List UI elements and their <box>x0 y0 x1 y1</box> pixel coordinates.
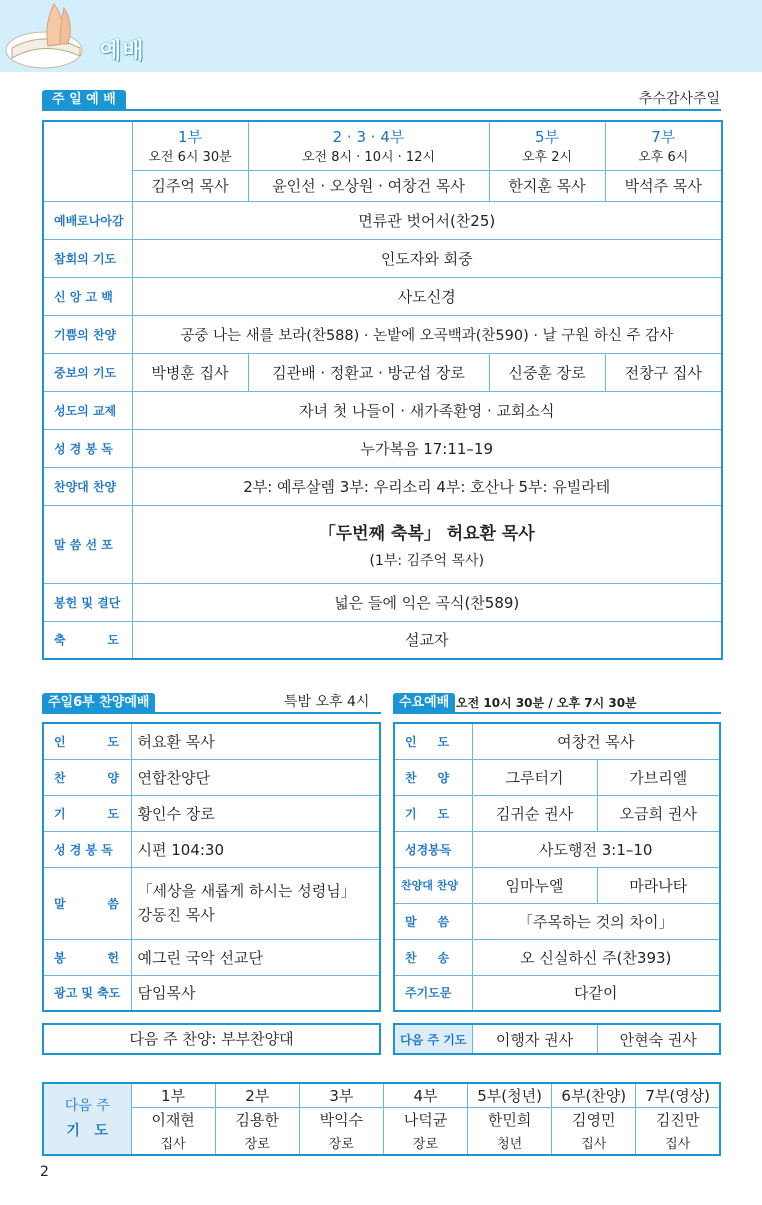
service-name: 7부 <box>651 127 676 146</box>
service-time: 오전 8시 · 10시 · 12시 <box>301 150 436 165</box>
role-cell: 장로 <box>215 1131 299 1155</box>
row-value: 다같이 <box>472 975 720 1011</box>
names-row <box>43 1107 720 1131</box>
page-title: 예배 <box>100 39 145 64</box>
row-label: 중보의 기도 <box>43 353 132 391</box>
praying-hands-bible-icon <box>4 0 90 72</box>
role-cell: 장로 <box>383 1131 467 1155</box>
sixth-next-hymn: 다음 주 찬양: 부부찬양대 <box>42 1023 381 1055</box>
label-line: 다음 주 <box>64 1097 110 1114</box>
service-2 <box>248 121 489 201</box>
row-value: 연합찬양단 <box>131 759 380 795</box>
row-value: 사도행전 3:1–10 <box>472 831 720 867</box>
order-row <box>43 315 722 353</box>
role-cell: 청년 <box>468 1131 552 1155</box>
sunday-table <box>42 120 723 660</box>
row-label: 예배로나아감 <box>43 201 132 239</box>
row-label: 축 도 <box>43 621 132 659</box>
row-value: 임마누엘 <box>472 867 597 903</box>
row-value: 오금희 권사 <box>597 795 720 831</box>
row-label: 다음 주 기도 <box>394 1024 472 1054</box>
service-time: 오전 6시 30분 <box>148 150 232 165</box>
intercessor: 전창구 집사 <box>605 353 722 391</box>
row-label: 말 씀 <box>43 867 131 939</box>
row-value: 마라나타 <box>597 867 720 903</box>
service-pastor: 김주억 목사 <box>133 170 248 198</box>
role-cell: 집사 <box>131 1131 215 1155</box>
service-time: 오후 6시 <box>638 150 689 165</box>
row-value: 면류관 벗어서(찬25) <box>132 201 722 239</box>
service-time: 오후 2시 <box>521 150 573 165</box>
roles-row <box>43 1131 720 1155</box>
row-value: 여창건 목사 <box>472 723 720 759</box>
part-cell: 2부 <box>215 1083 299 1107</box>
role-cell: 장로 <box>299 1131 383 1155</box>
service-header-row <box>43 121 722 201</box>
order-row <box>43 201 722 239</box>
wednesday-time: 오전 10시 30분 / 오후 7시 30분 <box>456 696 637 710</box>
intercessor: 박병훈 집사 <box>132 353 248 391</box>
parts-row <box>43 1083 720 1107</box>
row-label: 성경봉독 <box>394 831 472 867</box>
row-value: 시편 104:30 <box>131 831 380 867</box>
role-cell: 집사 <box>636 1131 720 1155</box>
row-value: 오 신실하신 주(찬393) <box>472 939 720 975</box>
part-cell: 1부 <box>131 1083 215 1107</box>
row-value: 누가복음 17:11–19 <box>132 429 722 467</box>
name-cell: 김용한 <box>215 1107 299 1131</box>
row-value: 안현숙 권사 <box>597 1024 720 1054</box>
order-row <box>43 467 722 505</box>
row-label: 인 도 <box>43 723 131 759</box>
sixth-table <box>42 722 381 1012</box>
sermon-title: 「세상을 새롭게 하시는 성령님」 <box>137 882 356 900</box>
role-cell: 집사 <box>552 1131 636 1155</box>
row-value: 2부: 예루살렘 3부: 우리소리 4부: 호산나 5부: 유빌라테 <box>132 467 722 505</box>
order-row <box>43 583 722 621</box>
name-cell: 한민희 <box>468 1107 552 1131</box>
intercession-row <box>43 353 722 391</box>
sunday-tag: 주 일 예 배 <box>42 90 126 110</box>
sermon-row <box>43 505 722 583</box>
row-label: 찬 양 <box>43 759 131 795</box>
service-3 <box>489 121 605 201</box>
wednesday-next-prayer <box>393 1023 721 1055</box>
service-name: 1부 <box>177 127 203 146</box>
service-4 <box>605 121 722 201</box>
row-label: 찬양대 찬양 <box>394 867 472 903</box>
part-cell: 3부 <box>299 1083 383 1107</box>
row-label: 참회의 기도 <box>43 239 132 277</box>
sixth-tag: 주일6부 찬양예배 <box>42 693 155 713</box>
row-label: 성도의 교제 <box>43 391 132 429</box>
sermon-preacher: 강동진 목사 <box>137 906 215 924</box>
part-cell: 7부(영상) <box>636 1083 720 1107</box>
order-row <box>43 621 722 659</box>
row-value: 이행자 권사 <box>472 1024 597 1054</box>
row-label: 찬 송 <box>394 939 472 975</box>
row-label: 말 씀 선 포 <box>43 505 132 583</box>
part-cell: 4부 <box>383 1083 467 1107</box>
row-value: 자녀 첫 나들이 · 새가족환영 · 교회소식 <box>132 391 722 429</box>
row-label: 기 도 <box>43 795 131 831</box>
row-value: 가브리엘 <box>597 759 720 795</box>
corner-cell <box>43 121 132 201</box>
row-label: 찬 양 <box>394 759 472 795</box>
intercessor: 김관배 · 정환교 · 방군섭 장로 <box>248 353 489 391</box>
service-1 <box>132 121 248 201</box>
row-label: 광고 및 축도 <box>43 975 131 1011</box>
sunday-occasion: 추수감사주일 <box>638 91 720 107</box>
row-value <box>131 867 380 939</box>
name-cell: 김영민 <box>552 1107 636 1131</box>
row-value: 예그린 국악 선교단 <box>131 939 380 975</box>
sermon-sub: (1부: 김주억 목사) <box>369 552 485 569</box>
row-value: 설교자 <box>132 621 722 659</box>
wednesday-divider <box>393 712 721 714</box>
page-number: 2 <box>40 1164 49 1180</box>
row-value: 넓은 들에 익은 곡식(찬589) <box>132 583 722 621</box>
row-value: 김귀순 권사 <box>472 795 597 831</box>
order-row <box>43 277 722 315</box>
row-label: 봉헌 및 결단 <box>43 583 132 621</box>
row-value: 「주목하는 것의 차이」 <box>472 903 720 939</box>
part-cell: 6부(찬양) <box>552 1083 636 1107</box>
order-row <box>43 239 722 277</box>
row-label: 신 앙 고 백 <box>43 277 132 315</box>
row-label: 기 도 <box>394 795 472 831</box>
order-row <box>43 429 722 467</box>
row-value: 담임목사 <box>131 975 380 1011</box>
row-label: 주기도문 <box>394 975 472 1011</box>
row-label: 찬양대 찬양 <box>43 467 132 505</box>
service-name: 2 · 3 · 4부 <box>332 127 405 146</box>
sixth-divider <box>42 712 381 714</box>
service-pastor: 윤인선 · 오상원 · 여창건 목사 <box>249 170 489 198</box>
intercessor: 신중훈 장로 <box>489 353 605 391</box>
row-value: 그루터기 <box>472 759 597 795</box>
label-line: 기 도 <box>66 1123 109 1139</box>
service-pastor: 박석주 목사 <box>606 170 722 198</box>
row-label: 인 도 <box>394 723 472 759</box>
row-label: 성 경 봉 독 <box>43 831 131 867</box>
next-prayer-table <box>42 1082 721 1156</box>
name-cell: 박익수 <box>299 1107 383 1131</box>
row-label: 성 경 봉 독 <box>43 429 132 467</box>
next-prayer-label <box>43 1083 131 1155</box>
sixth-time: 특밤 오후 4시 <box>284 694 370 710</box>
row-value: 공중 나는 새를 보라(찬588) · 논밭에 오곡백과(찬590) · 날 구원 하신 주 감사 <box>132 315 722 353</box>
header-banner <box>0 0 762 72</box>
row-value: 인도자와 회중 <box>132 239 722 277</box>
service-pastor: 한지훈 목사 <box>490 170 605 198</box>
sermon-title: 「두번째 축복」 허요환 목사 <box>318 523 535 544</box>
row-value: 허요환 목사 <box>131 723 380 759</box>
sunday-divider <box>42 109 721 111</box>
name-cell: 나덕균 <box>383 1107 467 1131</box>
name-cell: 김진만 <box>636 1107 720 1131</box>
order-row <box>43 391 722 429</box>
row-label: 봉 헌 <box>43 939 131 975</box>
row-label: 말 씀 <box>394 903 472 939</box>
row-value: 황인수 장로 <box>131 795 380 831</box>
row-value: 사도신경 <box>132 277 722 315</box>
sermon-cell <box>132 505 722 583</box>
name-cell: 이재현 <box>131 1107 215 1131</box>
service-name: 5부 <box>534 127 560 146</box>
part-cell: 5부(청년) <box>468 1083 552 1107</box>
wednesday-table <box>393 722 721 1012</box>
wednesday-tag: 수요예배 <box>393 693 455 713</box>
row-label: 기쁨의 찬양 <box>43 315 132 353</box>
